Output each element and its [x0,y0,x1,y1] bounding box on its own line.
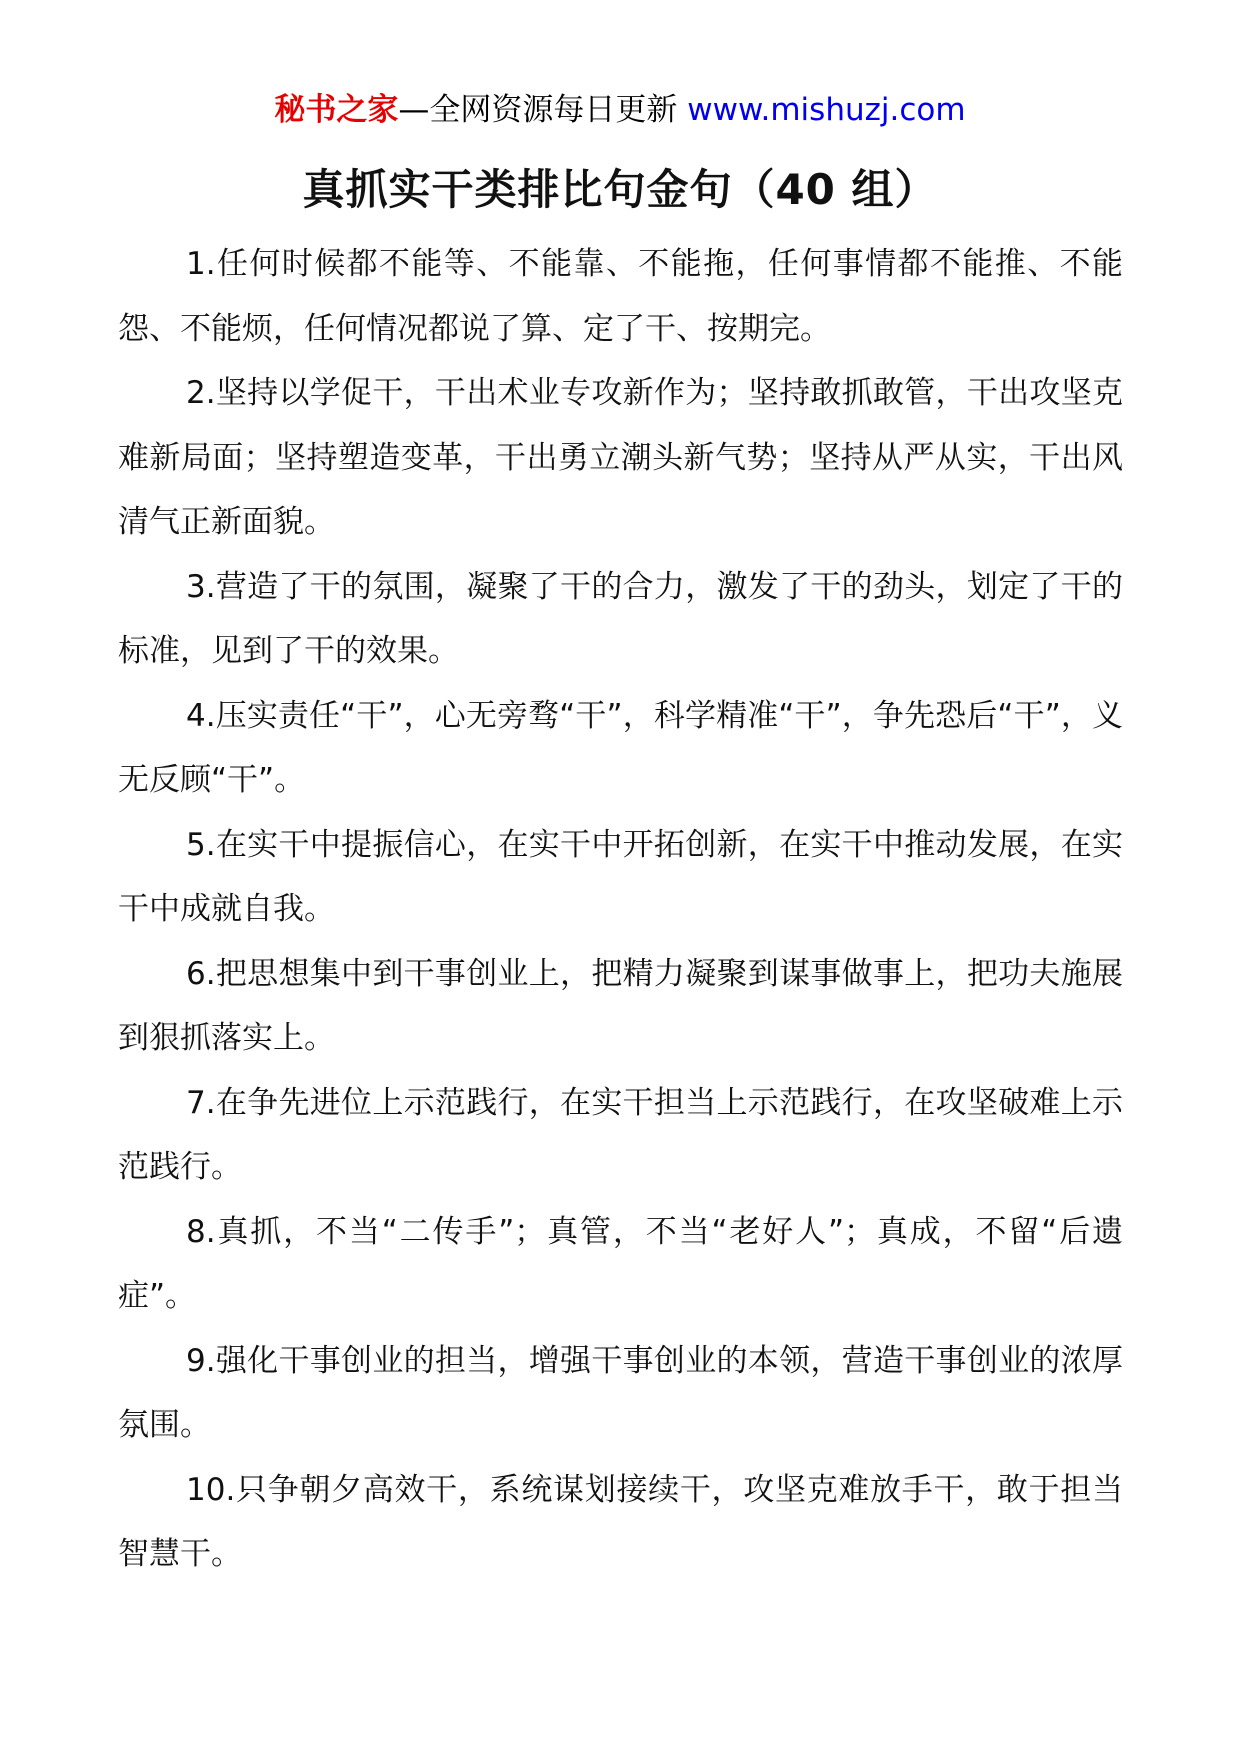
site-slogan: —全网资源每日更新 [398,92,678,128]
list-item-5: 5.在实干中提振信心，在实干中开拓创新，在实干中推动发展，在实干中成就自我。 [118,826,1123,927]
list-item-4: 4.压实责任“干”，心无旁骛“干”，科学精准“干”，争先恐后“干”，义无反顾“干”。 [118,697,1123,798]
list-item-2: 2.坚持以学促干，干出术业专攻新作为；坚持敢抓敢管，干出攻坚克难新局面；坚持塑造变革，干出勇立潮头新气势；坚持从严从实，干出风清气正新面貌。 [118,375,1123,540]
list-item-6: 6.把思想集中到干事创业上，把精力凝聚到谋事做事上，把功夫施展到狠抓落实上。 [118,955,1123,1056]
list-item-8: 8.真抓，不当“二传手”；真管，不当“老好人”；真成，不留“后遗症”。 [118,1213,1123,1314]
list-item-3: 3.营造了干的氛围，凝聚了干的合力，激发了干的劲头，划定了干的标准，见到了干的效果。 [118,568,1123,669]
list-item-1: 1.任何时候都不能等、不能靠、不能拖，任何事情都不能推、不能怨、不能烦，任何情况都说了算、定了干、按期完。 [118,246,1123,347]
brand-name: 秘书之家 [274,92,399,128]
list-item-7: 7.在争先进位上示范践行，在实干担当上示范践行，在攻坚破难上示范践行。 [118,1084,1123,1185]
sentence-list [118,232,1123,1587]
list-item-10: 10.只争朝夕高效干，系统谋划接续干，攻坚克难放手干，敢于担当智慧干。 [118,1471,1123,1572]
site-url-link[interactable]: www.mishuzj.com [687,92,966,128]
page-title: 真抓实干类排比句金句（40 组） [302,165,938,214]
site-header [0,88,1240,132]
list-item-9: 9.强化干事创业的担当，增强干事创业的本领，营造干事创业的浓厚氛围。 [118,1342,1123,1443]
